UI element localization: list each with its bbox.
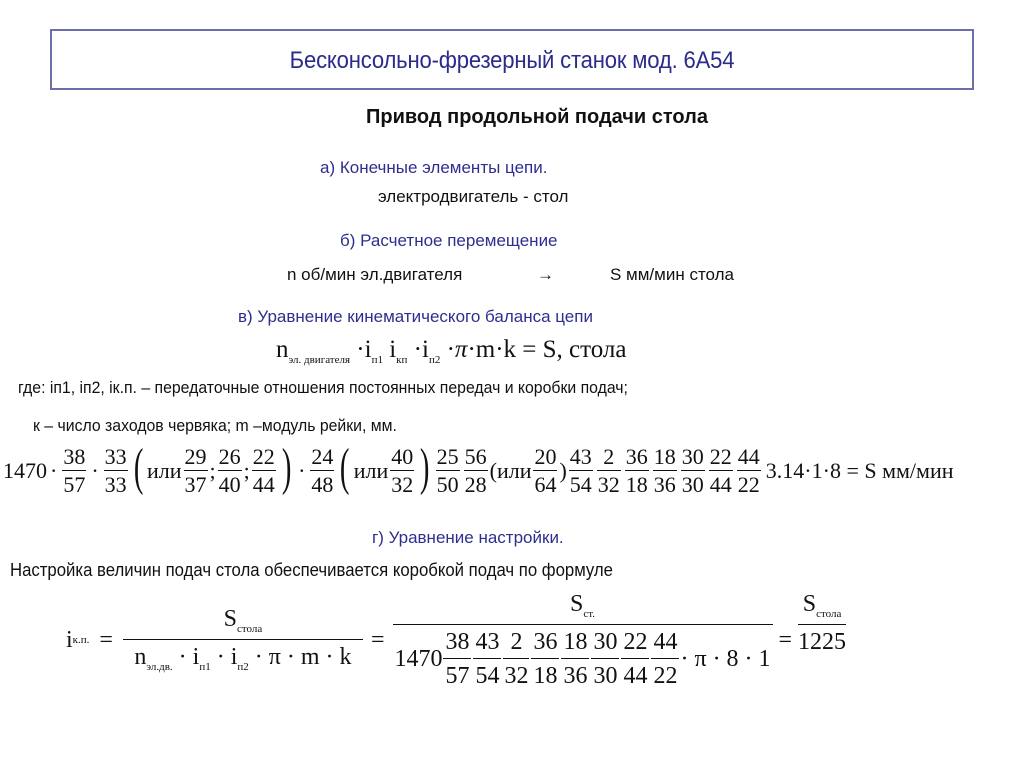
section-a-heading: а) Конечные элементы цепи. <box>320 158 548 177</box>
slide-subtitle: Привод продольной подачи стола <box>366 106 708 128</box>
arrow-icon: → <box>537 265 554 284</box>
title-box <box>50 29 974 90</box>
section-v-heading: в) Уравнение кинематического баланса цепи <box>238 307 593 326</box>
section-g-heading: г) Уравнение настройки. <box>372 528 564 547</box>
numeric-balance: 1470 · $\frac{38}{57}$ · $\frac{33}{33}$ ( или $\frac{29}{37}$ ; $\frac{26}{40}$ ; $\frac{22}{44}$ ) · $\frac{24}{48}$ ( или $\frac{40}{32}$ ) $\frac{25}{50}$ $\frac{56}{28}$ ( или $\frac{20}{64}$ ) $\frac{43}{54}$ $\frac{2}{32}$ $\frac{36}{18}$ $\frac{18}{36}$ $\frac{30}{30}$ $\frac{22}{44}$ $\frac{44}{22}$ 3.14·1·8 = S мм/мин <box>3 439 954 497</box>
balance-equation: $n_{эл. двигателя} \cdot i_{п1}$ $i_{кп} \cdot i_{п2} \cdot\pi\cdot m\cdot k = S$, стола <box>276 336 627 366</box>
section-a-text: электродвигатель - стол <box>378 187 569 206</box>
k-line: к – число заходов червяка; m –модуль рейки, мм. <box>33 416 397 435</box>
section-b-heading: б) Расчетное перемещение <box>340 231 558 250</box>
section-g-text: Настройка величин подач стола обеспечивается коробкой подач по формуле <box>10 560 613 580</box>
where-line: где: iп1, iп2, iк.п. – передаточные отношения постоянных передач и коробки подач; <box>18 378 628 397</box>
section-b-left: n об/мин эл.двигателя <box>287 265 463 284</box>
slide-title: Бесконсольно-фрезерный станок мод. 6А54 <box>289 47 735 74</box>
section-b-right: S мм/мин стола <box>610 265 735 284</box>
tuning-formula: i к.п. = $\frac{S_{стола}}{n_{эл.дв.} \cdot i_{п1} \cdot i_{п2} \cdot \pi \cdot m \cdot k}$ = $S_{ст.}$ 1470 $\frac{38}{57}$ $\frac{43}{54}$ $\frac{2}{32}$ $\frac{36}{18}$ $\frac{18}{36}$ $\frac{30}{30}$ $\frac{22}{44}$ $\frac{44}{22}$ · π · 8 · 1 = $\frac{S_{стола}}{1225}$ <box>66 591 847 689</box>
